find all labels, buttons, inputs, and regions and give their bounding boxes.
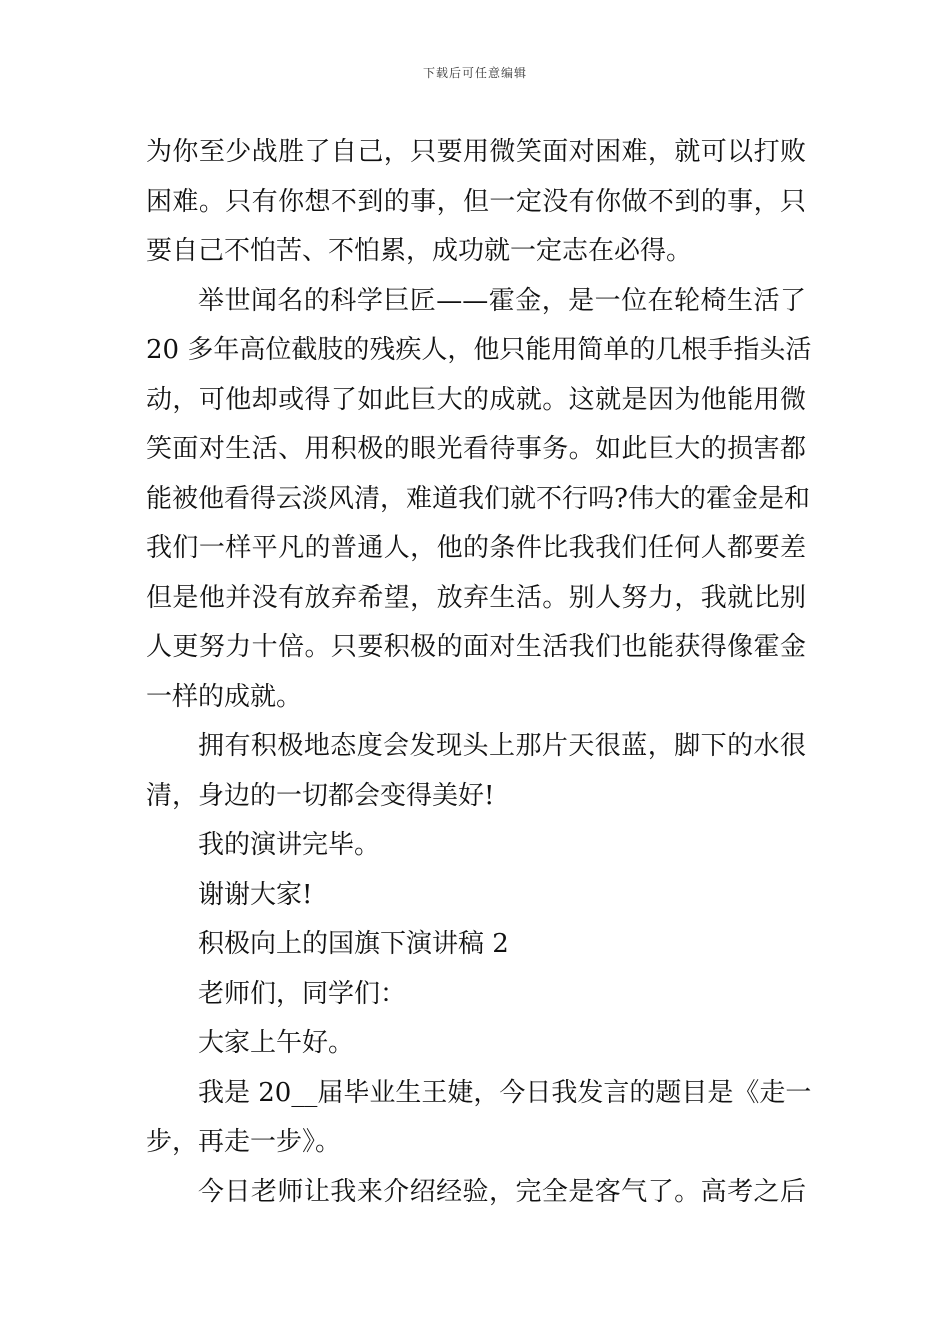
text-line: 我们一样平凡的普通人，他的条件比我我们任何人都要差 bbox=[146, 533, 806, 563]
text-line: 清，身边的一切都会变得美好! bbox=[146, 780, 495, 811]
text-line: 人更努力十倍。只要积极的面对生活我们也能获得像霍金 bbox=[146, 632, 806, 662]
text-line: 今日老师让我来介绍经验，完全是客气了。高考之后 bbox=[198, 1176, 806, 1207]
text-line: 步，再走一步》。 bbox=[146, 1127, 342, 1157]
text-line: 谢谢大家! bbox=[198, 879, 313, 910]
text-line: 动，可他却或得了如此巨大的成就。这就是因为他能用微 bbox=[146, 384, 806, 415]
text-line: 一样的成就。 bbox=[146, 681, 303, 712]
document-body bbox=[146, 128, 812, 1217]
text-line: 要自己不怕苦、不怕累，成功就一定志在必得。 bbox=[146, 236, 693, 266]
text-line: 我是 20__届毕业生王婕，今日我发言的题目是《走一 bbox=[198, 1077, 812, 1108]
text-line: 能被他看得云淡风清，难道我们就不行吗?伟大的霍金是和 bbox=[146, 483, 810, 514]
text-line: 但是他并没有放弃希望，放弃生活。别人努力，我就比别 bbox=[146, 582, 806, 613]
page-header-note: 下载后可任意编辑 bbox=[422, 66, 527, 80]
text-line: 20 多年高位截肢的残疾人，他只能用简单的几根手指头活 bbox=[146, 335, 812, 365]
text-line: 拥有积极地态度会发现头上那片天很蓝，脚下的水很 bbox=[198, 731, 806, 761]
text-line: 笑面对生活、用积极的眼光看待事务。如此巨大的损害都 bbox=[146, 434, 806, 464]
text-line: 大家上午好。 bbox=[198, 1028, 355, 1058]
text-line: 老师们，同学们： bbox=[198, 978, 407, 1009]
text-line: 举世闻名的科学巨匠——霍金，是一位在轮椅生活了 bbox=[198, 285, 806, 316]
text-line: 为你至少战胜了自己，只要用微笑面对困难，就可以打败 bbox=[146, 137, 806, 167]
section-title: 积极向上的国旗下演讲稿 2 bbox=[198, 929, 509, 959]
text-line: 我的演讲完毕。 bbox=[198, 830, 381, 860]
text-line: 困难。只有你想不到的事，但一定没有你做不到的事，只 bbox=[146, 186, 806, 217]
